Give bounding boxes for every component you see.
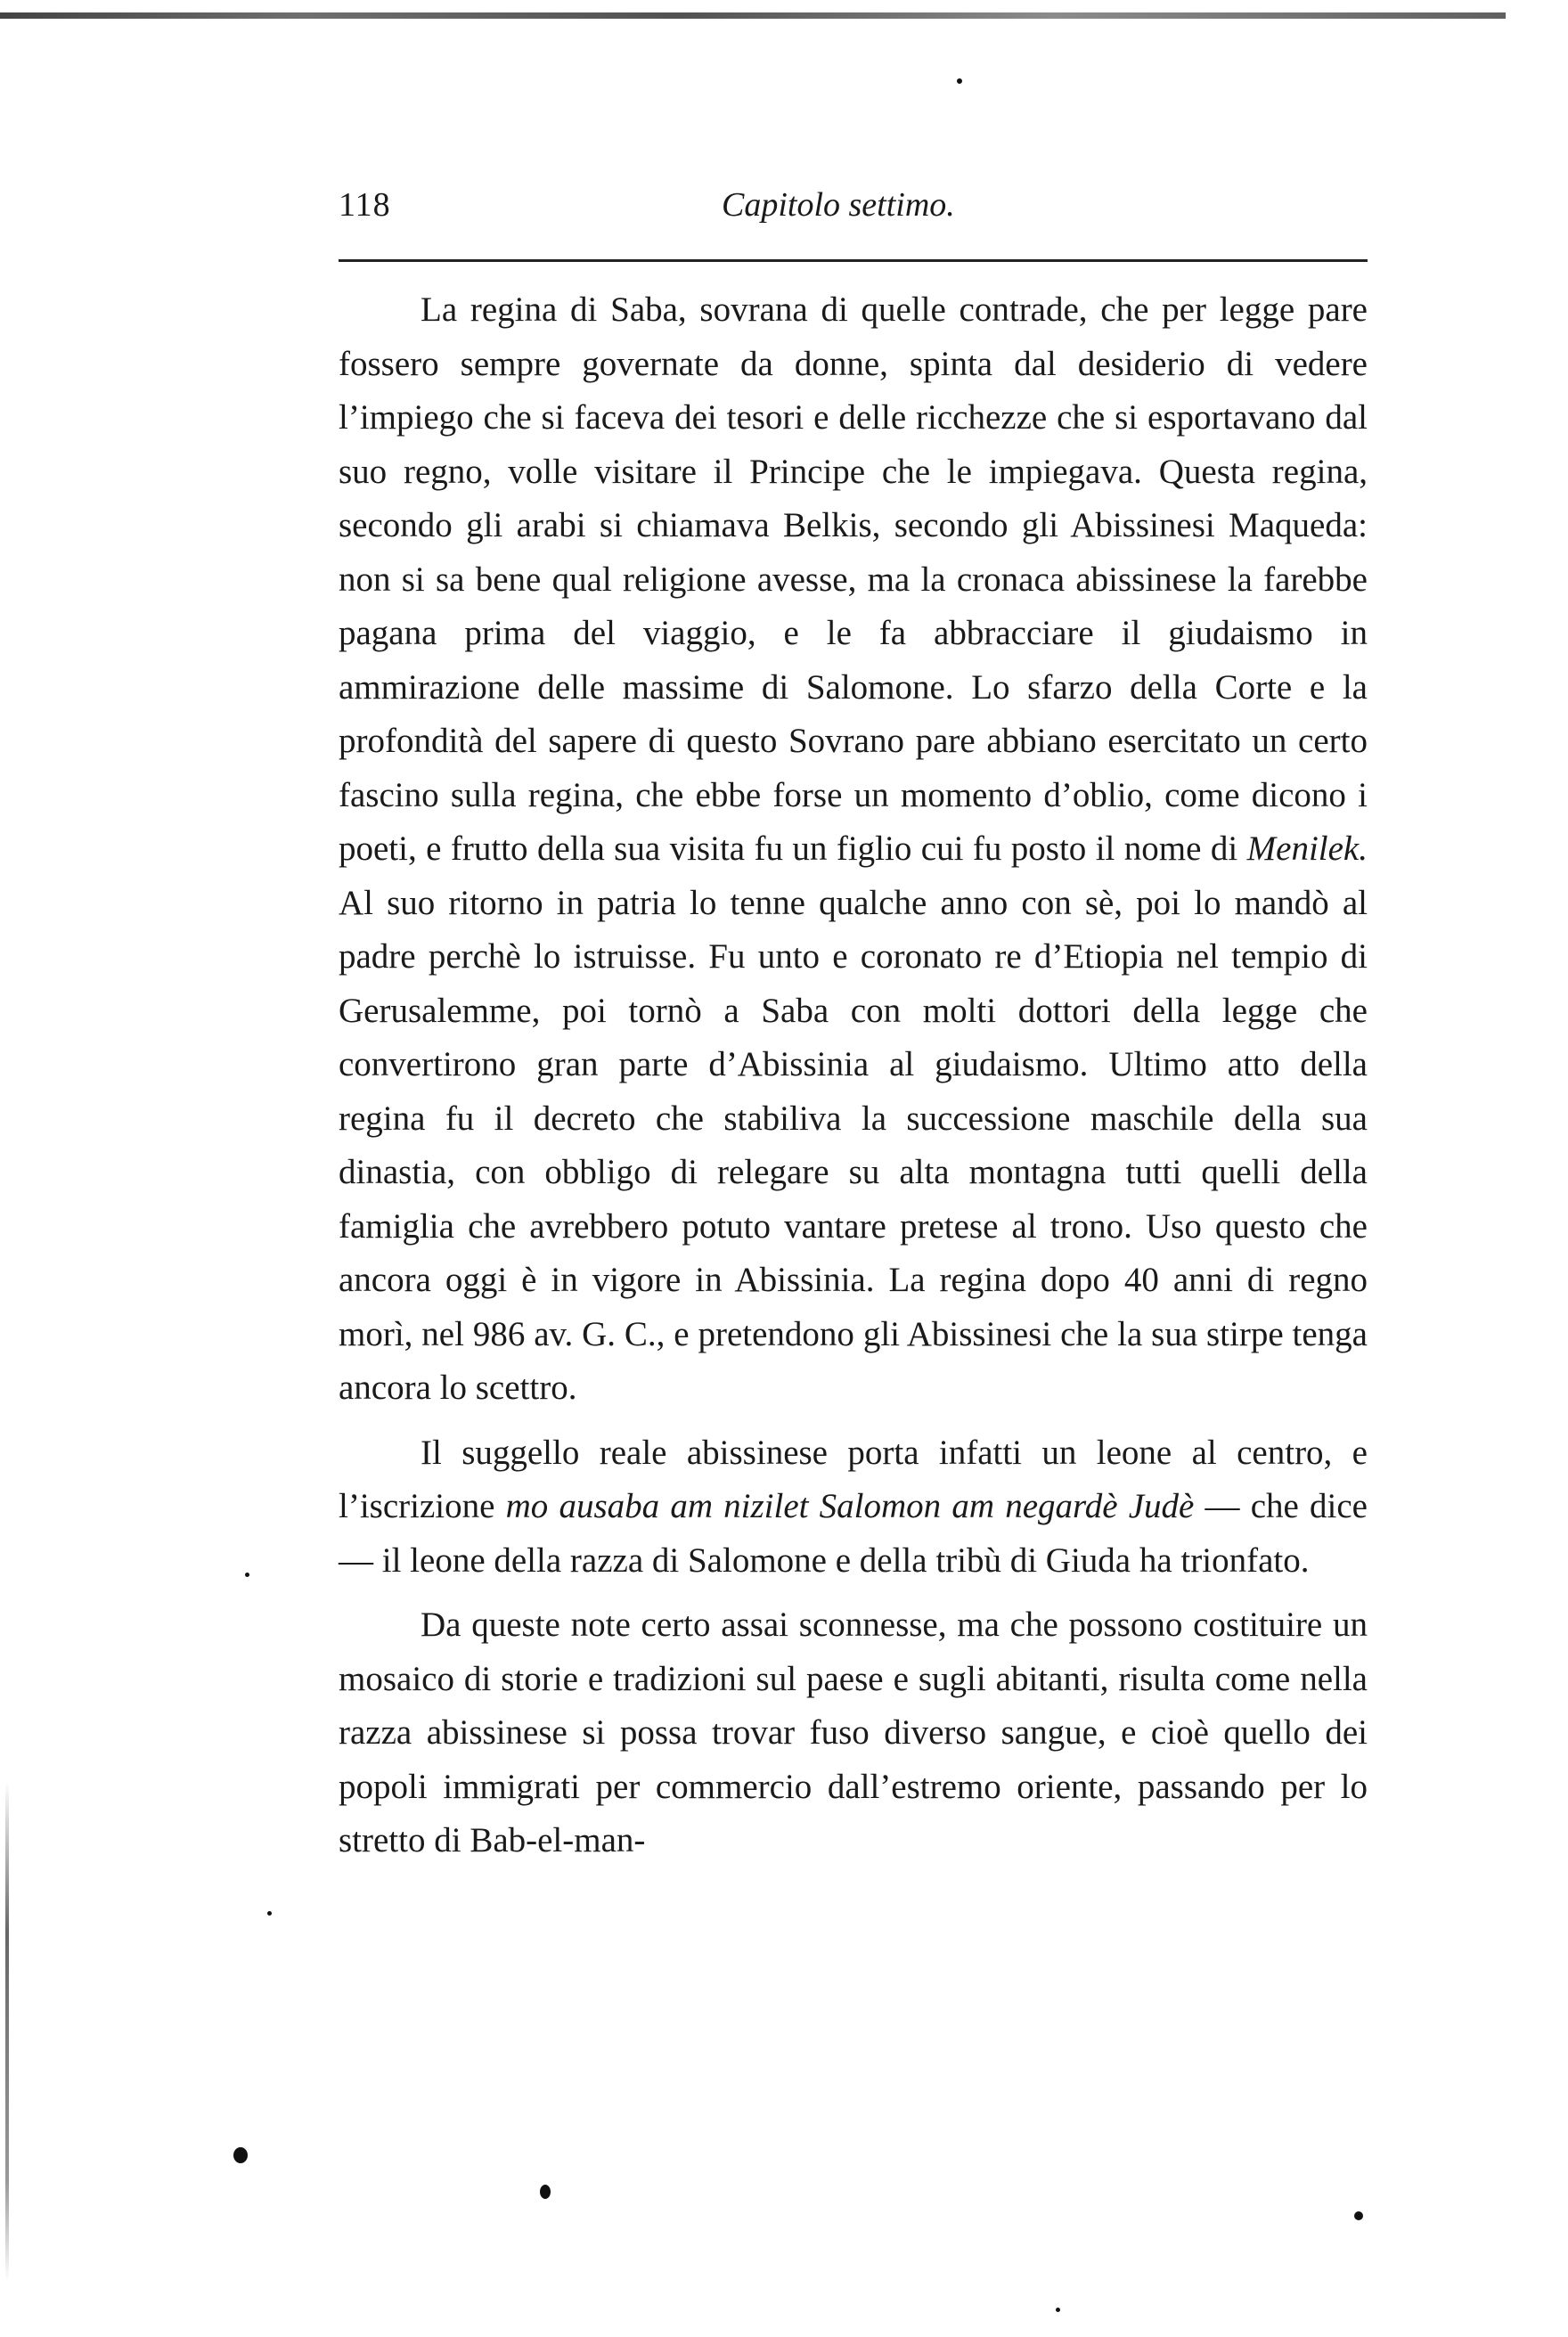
text-segment: Da queste note certo assai sconnesse, ma che possono costituire un mosaico di storie e tradizioni sul paese e sugli abitanti, risulta come nella razza abissinese si possa trovar fuso diverso sangue, e cioè quello dei popoli immigrati per commercio dall’estremo oriente, passando per lo stretto di Bab-el-man- xyxy=(339,1606,1368,1859)
page-header xyxy=(339,185,1368,239)
text-segment: La regina di Saba, sovrana di quelle contrade, che per legge pare fossero sempre governate da donne, spinta dal desiderio di vedere l’impiego che si faceva dei tesori e delle ricchezze che si esportavano dal suo regno, volle visitare il Principe che le impiegava. Questa regina, secondo gli arabi si chiamava Belkis, secondo gli Abissinesi Maqueda: non si sa bene qual religione avesse, ma la cronaca abissinese la farebbe pagana prima del viaggio, e le fa abbracciare il giudaismo in ammirazione delle massime di Salomone. Lo sfarzo della Corte e la profondità del sapere di questo Sovrano pare abbiano esercitato un certo fascino sulla regina, che ebbe forse un momento d’oblio, come dicono i poeti, e frutto della sua visita fu un figlio cui fu posto il nome di xyxy=(339,290,1368,868)
text-segment: Il suggello reale abissinese porta infatti un leone al centro, e l’iscrizione xyxy=(339,1433,1368,1525)
scan-speck xyxy=(957,78,962,84)
scan-speck xyxy=(1354,2211,1363,2220)
italic-name-menilek: Menilek. xyxy=(1246,829,1368,868)
paragraph-conclusions xyxy=(339,1598,1368,1868)
scan-speck xyxy=(245,1573,249,1577)
scan-edge-top xyxy=(0,12,1506,19)
italic-inscription: mo ausaba am nizilet Salomon am negardè Judè xyxy=(505,1487,1195,1525)
scan-edge-left xyxy=(5,1782,9,2281)
scan-speck xyxy=(233,2147,248,2163)
header-rule xyxy=(339,259,1368,262)
paragraph-queen-of-saba xyxy=(339,283,1368,1416)
scan-speck xyxy=(1056,2308,1060,2312)
running-title: Capitolo settimo. xyxy=(722,186,955,224)
body-text xyxy=(339,283,1368,1879)
page-number: 118 xyxy=(339,186,391,224)
scan-speck xyxy=(267,1911,272,1916)
text-segment: — che dice — il leone della razza di Salomone e della tribù di Giuda ha trionfato. xyxy=(339,1487,1368,1580)
scan-speck xyxy=(540,2185,551,2199)
paragraph-royal-seal xyxy=(339,1426,1368,1589)
text-segment: Al suo ritorno in patria lo tenne qualche anno con sè, poi lo mandò al padre perchè lo istruisse. Fu unto e coronato re d’Etiopia nel tempio di Gerusalemme, poi tornò a Saba con molti dottori della legge che convertirono gran parte d’Abissinia al giudaismo. Ultimo atto della regina fu il decreto che stabiliva la successione maschile della sua dinastia, con obbligo di relegare su alta montagna tutti quelli della famiglia che avrebbero potuto vantare pretese al trono. Uso questo che ancora oggi è in vigore in Abissinia. La regina dopo 40 anni di regno morì, nel 986 av. G. C., e pretendono gli Abissinesi che la sua stirpe tenga ancora lo scettro. xyxy=(339,883,1368,1407)
